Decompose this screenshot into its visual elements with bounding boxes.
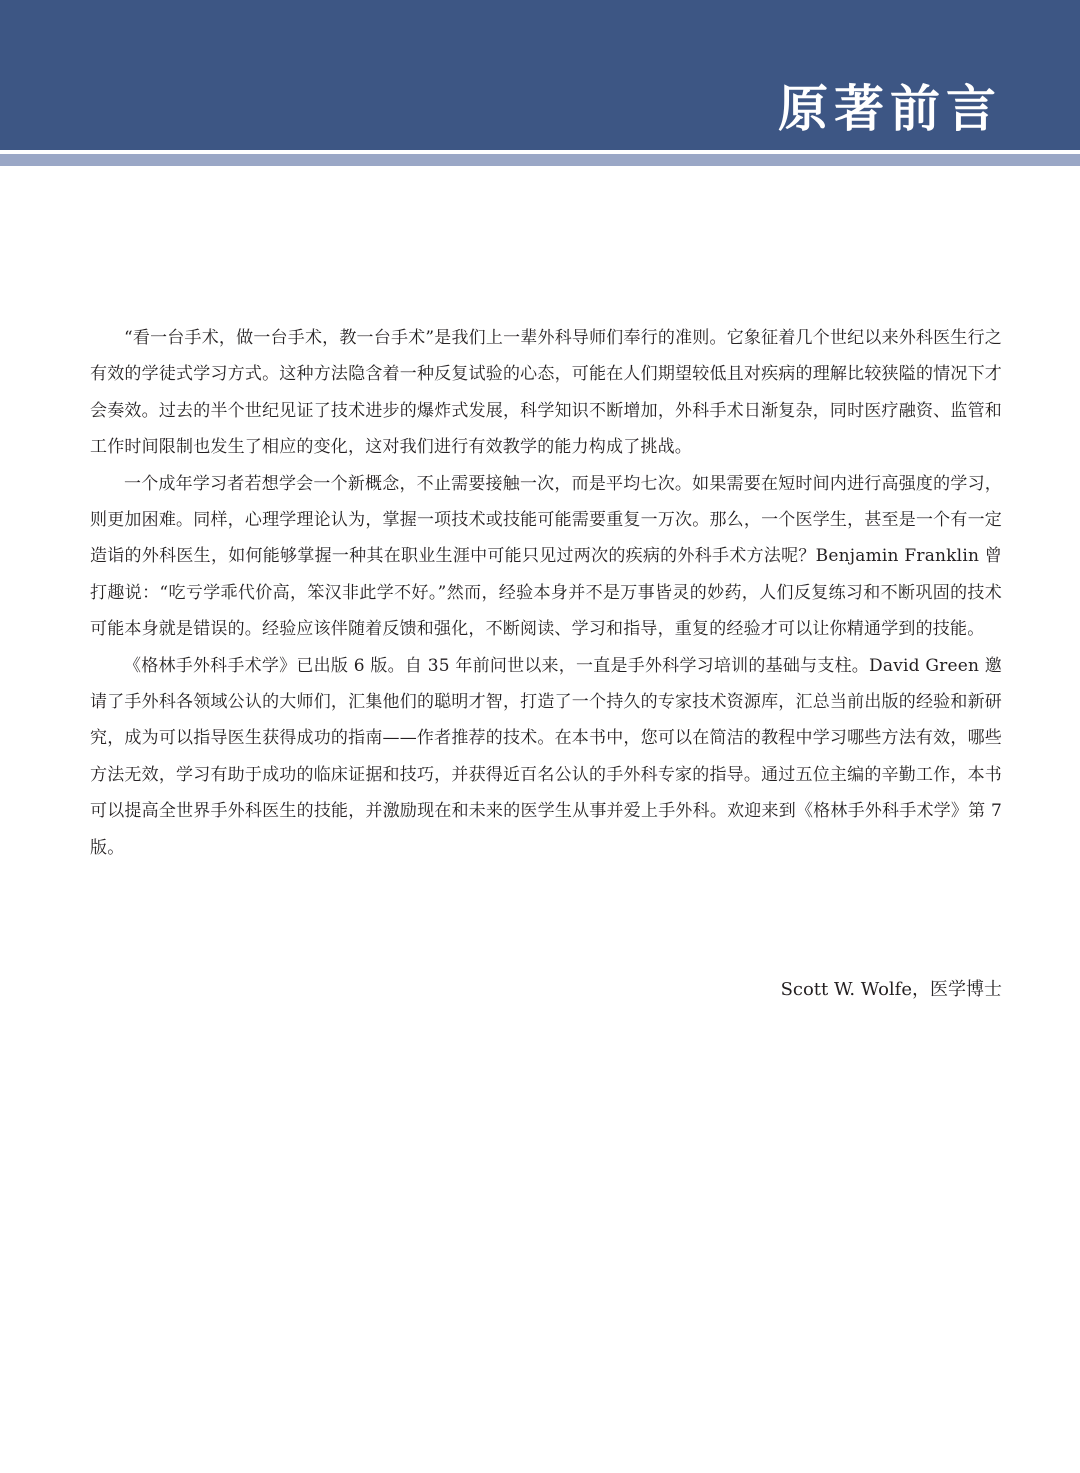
header-accent-stripe	[0, 154, 1080, 166]
page-title: 原著前言	[778, 80, 1002, 138]
paragraph-3: 《格林手外科手术学》已出版 6 版。自 35 年前问世以来，一直是手外科学习培训的基础与支柱。David Green 邀请了手外科各领域公认的大师们，汇集他们的聪明才智，打造了一个持久的专家技术资源库，汇总当前出版的经验和新研究，成为可以指导医生获得成功的指南——作者推荐的技术。在本书中，您可以在简洁的教程中学习哪些方法有效，哪些方法无效，学习有助于成功的临床证据和技巧，并获得近百名公认的手外科专家的指导。通过五位主编的辛勤工作，本书可以提高全世界手外科医生的技能，并激励现在和未来的医学生从事并爱上手外科。欢迎来到《格林手外科手术学》第 7 版。	[90, 655, 1002, 858]
preface-body	[90, 320, 1002, 866]
author-signature: Scott W. Wolfe，医学博士	[780, 979, 1002, 1000]
paragraph-2: 一个成年学习者若想学会一个新概念，不止需要接触一次，而是平均七次。如果需要在短时间内进行高强度的学习，则更加困难。同样，心理学理论认为，掌握一项技术或技能可能需要重复一万次。那么，一个医学生，甚至是一个有一定造诣的外科医生，如何能够掌握一种其在职业生涯中可能只见过两次的疾病的外科手术方法呢？Benjamin Franklin 曾打趣说：“吃亏学乖代价高，笨汉非此学不好。”然而，经验本身并不是万事皆灵的妙药，人们反复练习和不断巩固的技术可能本身就是错误的。经验应该伴随着反馈和强化，不断阅读、学习和指导，重复的经验才可以让你精通学到的技能。	[90, 473, 1002, 640]
paragraph-1: “看一台手术，做一台手术，教一台手术”是我们上一辈外科导师们奉行的准则。它象征着几个世纪以来外科医生行之有效的学徒式学习方式。这种方法隐含着一种反复试验的心态，可能在人们期望较低且对疾病的理解比较狭隘的情况下才会奏效。过去的半个世纪见证了技术进步的爆炸式发展，科学知识不断增加，外科手术日渐复杂，同时医疗融资、监管和工作时间限制也发生了相应的变化，这对我们进行有效教学的能力构成了挑战。	[90, 328, 1002, 458]
header-band	[0, 0, 1080, 150]
